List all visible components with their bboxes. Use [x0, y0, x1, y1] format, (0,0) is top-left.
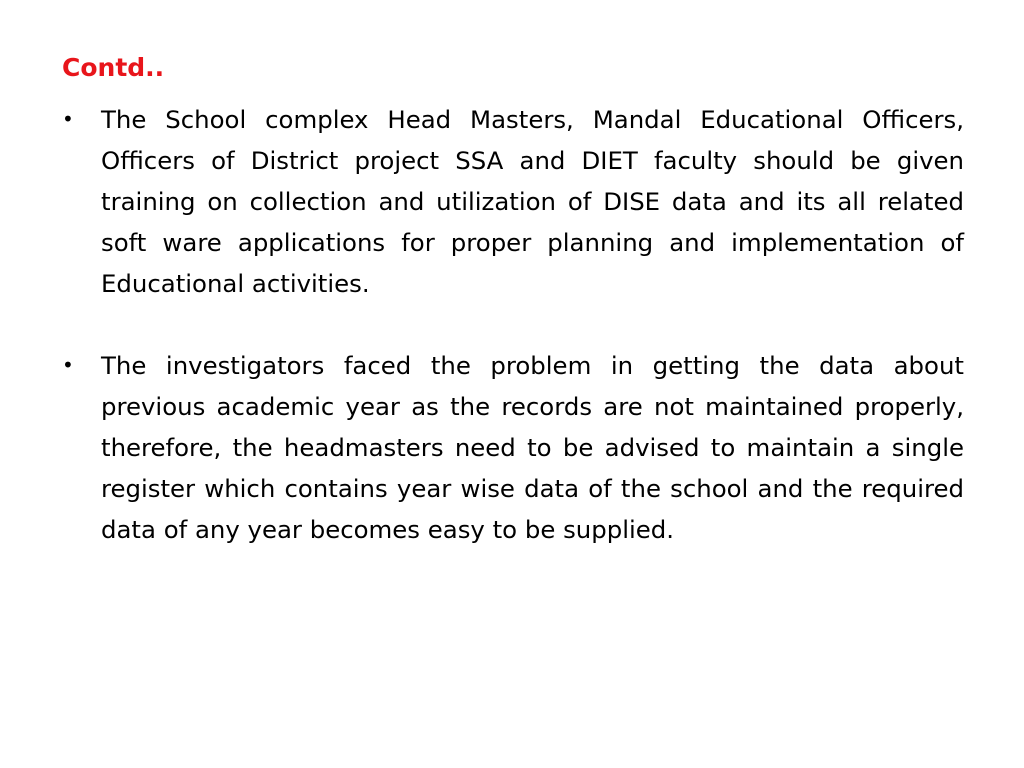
- bullet-marker-icon: •: [62, 107, 74, 131]
- bullet-text: The investigators faced the problem in getting the data about previous academic year as the records are not maintained properly, therefore, the headmasters need to be advised to maintain a single register which contains year wise data of the school and the required data of any year becomes easy to be supplied.: [101, 351, 964, 544]
- bullet-item: [62, 345, 964, 550]
- slide-title: Contd..: [62, 53, 165, 82]
- bullet-text: The School complex Head Masters, Mandal Educational Officers, Officers of District project SSA and DIET faculty should be given training on collection and utilization of DISE data and its all related soft ware applications for proper planning and implementation of Educational activities.: [101, 105, 964, 298]
- bullet-marker-icon: •: [62, 353, 74, 377]
- bullet-item: [62, 99, 964, 304]
- bullet-list: [62, 99, 964, 550]
